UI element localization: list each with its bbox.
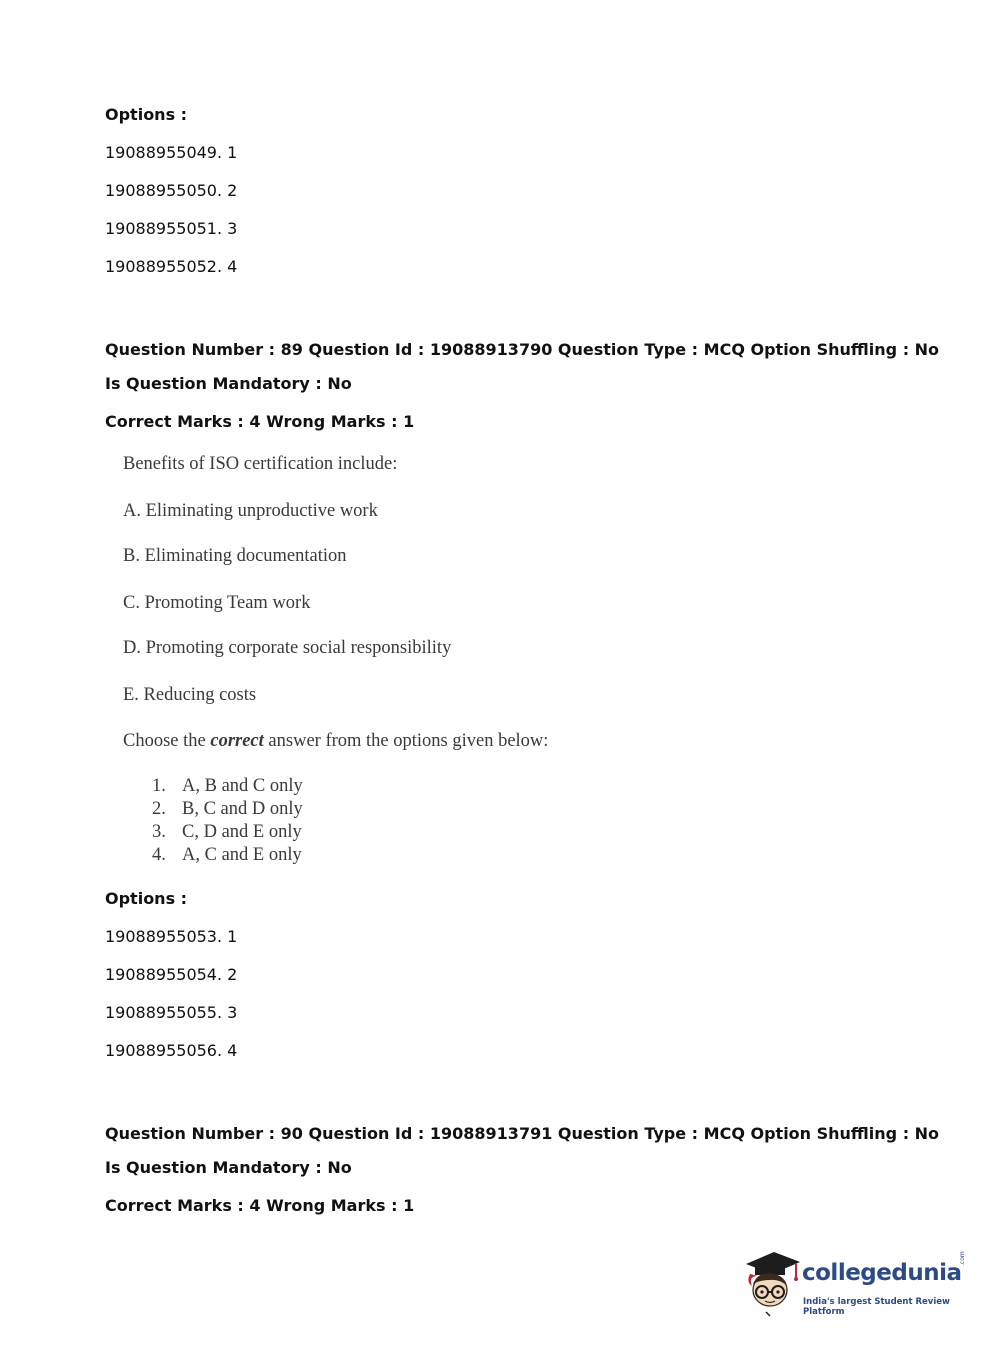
question-marks: Correct Marks : 4 Wrong Marks : 1 [105, 412, 415, 431]
mascot-icon [740, 1246, 802, 1320]
statement-item: E. Reducing costs [123, 685, 257, 705]
collegedunia-logo [740, 1246, 970, 1320]
option-item: 19088955056. 4 [105, 1041, 238, 1060]
answer-text: C, D and E only [182, 822, 302, 842]
choose-post: answer from the options given below: [263, 731, 549, 751]
answer-text: A, C and E only [182, 845, 302, 865]
options-label: Options : [105, 889, 188, 908]
answer-number: 4. [152, 845, 166, 865]
question-header: Question Number : 90 Question Id : 19088913791 Question Type : MCQ Option Shuffling : No [105, 1124, 940, 1143]
option-item: 19088955049. 1 [105, 143, 238, 162]
answer-text: A, B and C only [182, 776, 303, 796]
answer-item [152, 799, 303, 820]
question-stem: Benefits of ISO certification include: [123, 454, 398, 474]
option-item: 19088955055. 3 [105, 1003, 238, 1022]
statement-item: A. Eliminating unproductive work [123, 501, 378, 521]
choose-instruction [123, 731, 548, 752]
answer-item [152, 776, 303, 797]
option-item: 19088955052. 4 [105, 257, 238, 276]
question-header: Question Number : 89 Question Id : 19088913790 Question Type : MCQ Option Shuffling : No [105, 340, 940, 359]
answer-text: B, C and D only [182, 799, 303, 819]
option-item: 19088955054. 2 [105, 965, 238, 984]
statement-item: C. Promoting Team work [123, 593, 311, 613]
option-item: 19088955053. 1 [105, 927, 238, 946]
choose-pre: Choose the [123, 731, 211, 751]
question-mandatory: Is Question Mandatory : No [105, 1158, 352, 1177]
answer-number: 1. [152, 776, 166, 796]
logo-com: .com [959, 1251, 966, 1266]
answer-item [152, 845, 302, 866]
option-item: 19088955050. 2 [105, 181, 238, 200]
statement-item: B. Eliminating documentation [123, 546, 347, 566]
option-item: 19088955051. 3 [105, 219, 238, 238]
answer-item [152, 822, 302, 843]
answer-number: 3. [152, 822, 166, 842]
logo-tagline: India's largest Student Review Platform [803, 1297, 950, 1317]
question-mandatory: Is Question Mandatory : No [105, 374, 352, 393]
logo-wordmark: collegedunia [802, 1260, 962, 1286]
statement-item: D. Promoting corporate social responsibility [123, 638, 452, 658]
question-marks: Correct Marks : 4 Wrong Marks : 1 [105, 1196, 415, 1215]
choose-emphasis: correct [210, 731, 264, 751]
options-label: Options : [105, 105, 188, 124]
answer-number: 2. [152, 799, 166, 819]
